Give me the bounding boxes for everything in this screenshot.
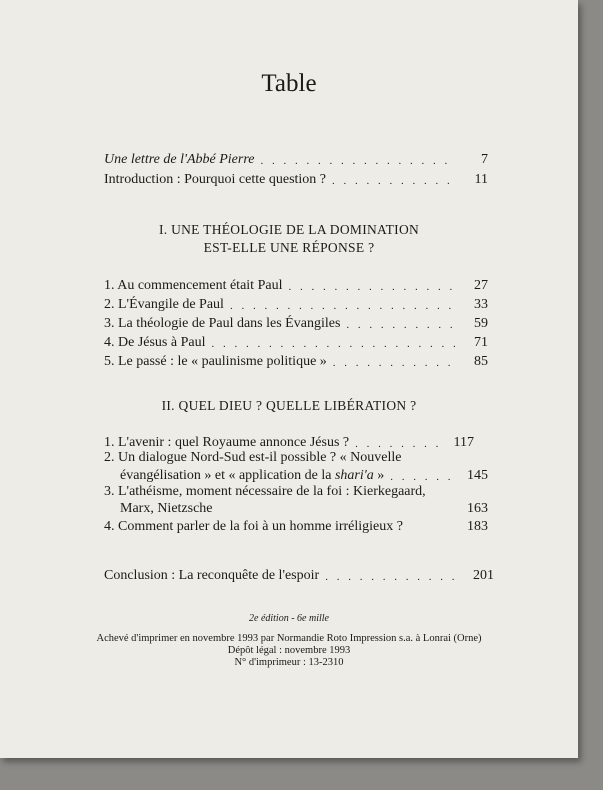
part2-heading: II. QUEL DIEU ? QUELLE LIBÉRATION ? [161, 398, 417, 413]
toc-entry-label: 2. L'Évangile de Paul [104, 297, 224, 312]
toc-entry-page: 7 [481, 152, 488, 167]
toc-entry-lettre [104, 150, 488, 168]
part1-heading-line1: I. UNE THÉOLOGIE DE LA DOMINATION [158, 222, 420, 237]
toc-entry-introduction [104, 170, 488, 188]
label-part: évangélisation » et « application de la [120, 468, 335, 483]
toc-entry-label: Conclusion : La reconquête de l'espoir [104, 568, 320, 583]
toc-entry-page: 27 [474, 278, 488, 293]
toc-entry-page: 183 [467, 519, 488, 534]
toc-entry-label: 1. L'avenir : quel Royaume annonce Jésus ? [104, 435, 350, 450]
toc-entry [104, 517, 488, 535]
toc-entry [104, 499, 488, 517]
printer-number: N° d'imprimeur : 13-2310 [234, 657, 344, 668]
toc-entry-label: Marx, Nietzsche [120, 501, 213, 516]
toc-entry-label: 3. La théologie de Paul dans les Évangiles [104, 316, 341, 331]
toc-entry-page: 163 [467, 501, 488, 516]
label-italic: shari'a [334, 468, 374, 483]
toc-entry-line: 2. Un dialogue Nord-Sud est-il possible ? « Nouvelle [104, 450, 402, 465]
leader-dots [390, 470, 456, 484]
leader-dots [325, 570, 462, 584]
toc-entry [104, 314, 488, 332]
toc-entry [104, 333, 488, 351]
leader-dots [333, 356, 456, 370]
toc-entry-line: 3. L'athéisme, moment nécessaire de la foi : Kierkegaard, [104, 484, 426, 499]
toc-entry-page: 145 [467, 468, 488, 483]
edition-note: 2e édition - 6e mille [249, 613, 329, 624]
leader-dots [230, 299, 456, 313]
toc-entry [104, 433, 474, 451]
toc-entry-conclusion [104, 566, 494, 584]
leader-dots [355, 437, 442, 451]
leader-dots [260, 154, 456, 168]
toc-entry-label: 1. Au commencement était Paul [104, 278, 283, 293]
leader-dots [212, 337, 457, 351]
leader-dots [346, 318, 456, 332]
toc-entry-page: 201 [473, 568, 494, 583]
label-part: » [373, 468, 385, 483]
toc-entry-page: 33 [474, 297, 488, 312]
toc-entry [104, 276, 488, 294]
toc-entry-label: Introduction : Pourquoi cette question ? [104, 172, 327, 187]
toc-entry-page: 117 [453, 435, 474, 450]
toc-entry-label [104, 468, 384, 484]
toc-entry-page: 59 [474, 316, 488, 331]
legal-deposit: Dépôt légal : novembre 1993 [227, 645, 351, 656]
toc-entry [104, 295, 488, 313]
leader-dots [288, 280, 456, 294]
toc-entry-page: 71 [474, 335, 488, 350]
part1-heading-line2: EST-ELLE UNE RÉPONSE ? [203, 240, 375, 255]
toc-entry-label: 4. De Jésus à Paul [104, 335, 206, 350]
toc-entry-label: 4. Comment parler de la foi à un homme irréligieux ? [104, 519, 403, 534]
toc-entry-label: 5. Le passé : le « paulinisme politique » [104, 354, 327, 369]
printer-note: Achevé d'imprimer en novembre 1993 par Normandie Roto Impression s.a. à Lonrai (Orne) [96, 633, 482, 644]
toc-entry [104, 466, 488, 484]
toc-entry-page: 85 [474, 354, 488, 369]
toc-entry-page: 11 [474, 172, 488, 187]
page-title: Table [261, 70, 317, 97]
toc-entry [104, 352, 488, 370]
leader-dots [332, 174, 456, 188]
toc-entry-label: Une lettre de l'Abbé Pierre [104, 152, 255, 167]
